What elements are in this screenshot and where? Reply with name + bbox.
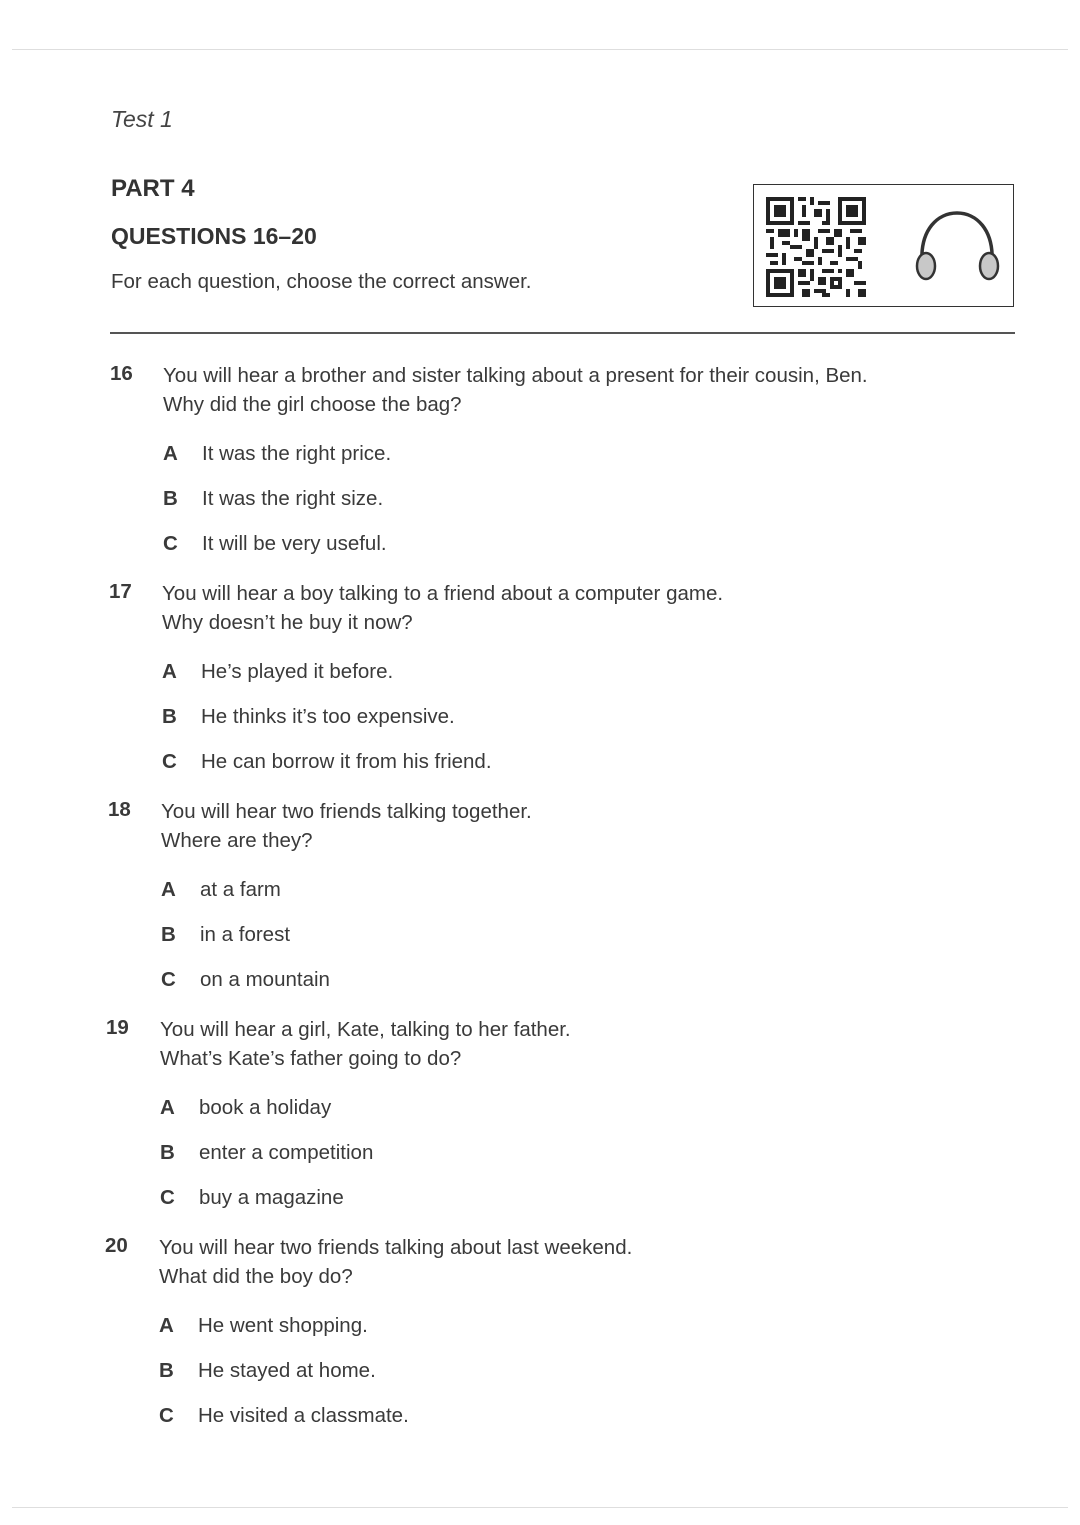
option-text-c[interactable]: buy a magazine xyxy=(199,1186,344,1209)
option-letter-a[interactable]: A xyxy=(163,442,178,465)
option-text-a[interactable]: at a farm xyxy=(200,878,281,901)
question-number: 17 xyxy=(109,580,132,603)
headphones-icon xyxy=(914,209,1000,285)
test-label: Test 1 xyxy=(111,106,173,132)
option-letter-a[interactable]: A xyxy=(162,660,177,683)
instruction-text: For each question, choose the correct answer. xyxy=(111,270,532,293)
question-context: You will hear two friends talking together. xyxy=(161,800,532,823)
option-text-b[interactable]: It was the right size. xyxy=(202,487,384,510)
audio-box xyxy=(753,184,1014,307)
question-prompt: What’s Kate’s father going to do? xyxy=(160,1047,462,1070)
question-context: You will hear a girl, Kate, talking to her father. xyxy=(160,1018,571,1041)
question-number: 20 xyxy=(105,1234,128,1257)
question-context: You will hear a brother and sister talking about a present for their cousin, Ben. xyxy=(163,364,868,387)
question-number: 16 xyxy=(110,362,133,385)
option-text-a[interactable]: He went shopping. xyxy=(198,1314,368,1337)
part-title: PART 4 xyxy=(111,175,195,202)
option-text-c[interactable]: He visited a classmate. xyxy=(198,1404,409,1427)
option-text-c[interactable]: on a mountain xyxy=(200,968,330,991)
option-letter-c[interactable]: C xyxy=(163,532,178,555)
option-letter-a[interactable]: A xyxy=(159,1314,174,1337)
option-letter-a[interactable]: A xyxy=(160,1096,175,1119)
question-context: You will hear a boy talking to a friend about a computer game. xyxy=(162,582,724,605)
option-text-c[interactable]: He can borrow it from his friend. xyxy=(201,750,492,773)
option-letter-c[interactable]: C xyxy=(162,750,177,773)
page-edge-top xyxy=(12,49,1068,50)
question-number: 18 xyxy=(108,798,131,821)
option-letter-c[interactable]: C xyxy=(160,1186,175,1209)
section-divider xyxy=(110,332,1015,334)
questions-range-title: QUESTIONS 16–20 xyxy=(111,223,317,249)
option-text-b[interactable]: enter a competition xyxy=(199,1141,374,1164)
option-letter-b[interactable]: B xyxy=(163,487,178,510)
question-prompt: Where are they? xyxy=(161,829,313,852)
option-letter-a[interactable]: A xyxy=(161,878,176,901)
question-number: 19 xyxy=(106,1016,129,1039)
option-letter-b[interactable]: B xyxy=(162,705,177,728)
option-text-b[interactable]: He thinks it’s too expensive. xyxy=(201,705,455,728)
qr-code-icon[interactable] xyxy=(766,197,866,297)
question-prompt: Why doesn’t he buy it now? xyxy=(162,611,413,634)
question-prompt: Why did the girl choose the bag? xyxy=(163,393,462,416)
option-text-b[interactable]: He stayed at home. xyxy=(198,1359,376,1382)
option-text-a[interactable]: It was the right price. xyxy=(202,442,392,465)
option-letter-c[interactable]: C xyxy=(161,968,176,991)
question-prompt: What did the boy do? xyxy=(159,1265,353,1288)
option-letter-b[interactable]: B xyxy=(159,1359,174,1382)
option-text-a[interactable]: He’s played it before. xyxy=(201,660,394,683)
question-context: You will hear two friends talking about last weekend. xyxy=(159,1236,633,1259)
option-text-a[interactable]: book a holiday xyxy=(199,1096,332,1119)
option-letter-b[interactable]: B xyxy=(161,923,176,946)
option-text-b[interactable]: in a forest xyxy=(200,923,291,946)
option-letter-c[interactable]: C xyxy=(159,1404,174,1427)
option-letter-b[interactable]: B xyxy=(160,1141,175,1164)
option-text-c[interactable]: It will be very useful. xyxy=(202,532,387,555)
page-edge-bottom xyxy=(12,1507,1068,1508)
